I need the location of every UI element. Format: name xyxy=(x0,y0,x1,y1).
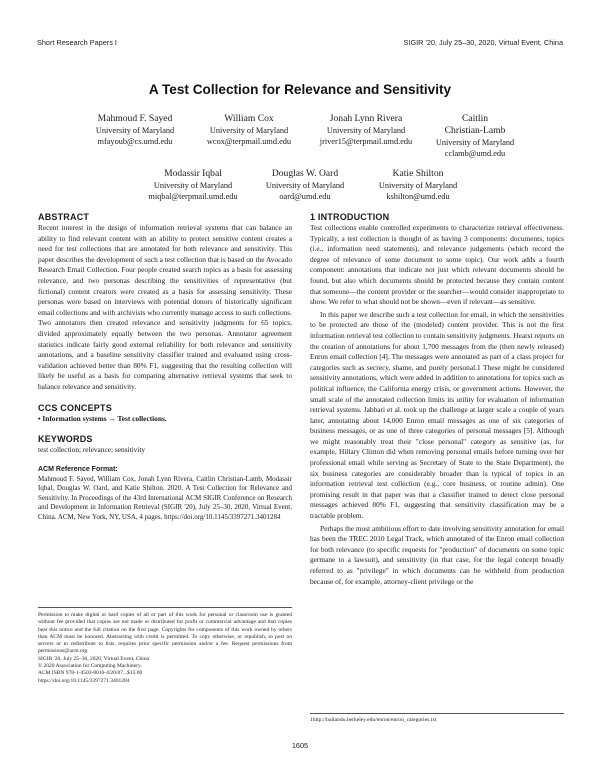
author-block xyxy=(363,168,473,202)
running-header xyxy=(37,38,563,50)
ccs-heading: CCS CONCEPTS xyxy=(38,402,112,413)
author-affiliation: University of Maryland xyxy=(95,126,175,135)
author-block xyxy=(138,168,248,202)
intro-heading: 1 INTRODUCTION xyxy=(310,212,390,222)
author-affiliation: University of Maryland xyxy=(326,126,406,135)
author-block xyxy=(420,113,530,159)
reference-text: Mahmoud F. Sayed, William Cox, Jonah Lynn Rivera, Caitlin Christian-Lamb, Modassir Iqbal, Douglas W. Oard, and Katie Shilton. 2020. A Test Collection for Relevance and Sensitivity. In Proceedings of the 43rd International ACM SIGIR Conference on Research and Development in Information Retrieval (SIGIR '20), July 25–30, 2020, Virtual Event, China. ACM, New York, NY, USA, 4 pages. https://doi.org/10.1145/3397271.3401284 xyxy=(38,474,292,522)
author-email[interactable]: cclamb@umd.edu xyxy=(444,149,506,158)
abstract-heading: ABSTRACT xyxy=(38,212,90,222)
permission-doi[interactable]: https://doi.org/10.1145/3397271.3401284 xyxy=(38,677,130,684)
author-name-line2: Christian-Lamb xyxy=(444,125,506,136)
author-affiliation: University of Maryland xyxy=(209,126,289,135)
permission-isbn: ACM ISBN 978-1-4503-8016-4/20/07...$15.00 xyxy=(38,670,143,677)
author-email[interactable]: jriver15@terpmail.umd.edu xyxy=(319,137,413,146)
permission-venue: SIGIR '20, July 25–30, 2020, Virtual Event, China xyxy=(38,655,150,662)
author-name: Katie Shilton xyxy=(392,168,444,179)
author-block xyxy=(80,113,190,147)
author-name: Mahmoud F. Sayed xyxy=(97,113,173,124)
author-name: Jonah Lynn Rivera xyxy=(329,113,403,124)
page-number: 1605 xyxy=(291,741,309,750)
permission-block xyxy=(38,607,292,685)
intro-paragraph-3: Perhaps the most ambitious effort to date involving sensitivity annotation for email has been the TREC 2010 Legal Track, which annotated of the Enron email collection for both relevance (to specific requests for "production" of documents on some topic germane to a lawsuit), and sensitivity (in that case, for the legal concept broadly referred to as "privilege" in which documents can be withheld from production because of, for example, attorney-client privilege or the xyxy=(310,523,565,586)
permission-text: Permission to make digital or hard copies of all or part of this work for personal or classroom use is granted without fee provided that copies are not made or distributed for profit or commercial advantage and that copies bear this notice and the full citation on the first page. Copyrights for components of this work owned by others than ACM must be honored. Abstracting with credit is permitted. To copy otherwise, or republish, to post on servers or to redistribute to lists, requires prior specific permission and/or a fee. Request permissions from permissions@acm.org. xyxy=(38,612,292,655)
author-email[interactable]: wcox@terpmail.umd.edu xyxy=(206,137,292,146)
paper-title: A Test Collection for Relevance and Sensitivity xyxy=(148,82,452,97)
permission-copyright: © 2020 Association for Computing Machinery. xyxy=(38,663,142,670)
keywords-heading: KEYWORDS xyxy=(38,434,93,445)
author-affiliation: University of Maryland xyxy=(435,138,515,147)
author-email[interactable]: mfayoub@cs.umd.edu xyxy=(97,137,173,146)
author-email[interactable]: oard@umd.edu xyxy=(279,192,331,201)
header-venue: SIGIR '20, July 25–30, 2020, Virtual Event, China xyxy=(403,38,563,47)
author-block xyxy=(250,168,360,202)
reference-heading: ACM Reference Format: xyxy=(38,465,118,473)
author-name: Caitlin xyxy=(461,113,489,124)
author-name: Modassir Iqbal xyxy=(164,168,222,179)
ccs-item: • Information systems → Test collections. xyxy=(38,413,167,423)
author-affiliation: University of Maryland xyxy=(378,181,458,190)
author-email[interactable]: miqbal@terpmail.umd.edu xyxy=(148,192,238,201)
keywords-text: test collection; relevance; sensitivity xyxy=(38,445,146,455)
author-affiliation: University of Maryland xyxy=(153,181,233,190)
right-column xyxy=(310,211,564,587)
abstract-text: Recent interest in the design of information retrieval systems that can balance an ability to find relevant content with an ability to protect sensitive content creates a need for test collections that are annotated for both relevance and sensitivity. This paper describes the development of such a test collection that is based on the Avocado Research Email Collection. Four people created search topics as a basis for assessing relevance, and two personas describing the sensitivities of representative (but fictional) content creators were created as a basis for assessing sensitivity. These personas were based on interviews with potential donors of historically significant email collections and with archivists who currently manage access to such collections. Two annotators then created relevance and sensitivity judgments for 65 topics, divided approximately equally between the two personas. Annotator agreement statistics indicate fairly good external reliability for both relevance and sensitivity annotations, and a baseline sensitivity classifier trained and evaluated using cross-validation achieved better than 80% F1, suggesting that the resulting collection will likely be useful as a basis for comparing alternative retrieval systems that seek to balance relevance and sensitivity. xyxy=(38,223,292,391)
author-block xyxy=(194,113,304,147)
header-section: Short Research Papers I xyxy=(37,38,117,47)
author-affiliation: University of Maryland xyxy=(265,181,345,190)
intro-paragraph-2: In this paper we describe such a test collection for email, in which the sensitivities to be protected are those of the (modeled) content provider. This is not the first information retrieval test collection to contain sensitivity judgments. Hearst reports on the creation of annotations for about 1,700 messages from the (then newly released) Enron email collection [4]. The messages were annotated as part of a class project for categories such as secrecy, shame, and purely personal.1 These might be considered sensitivity annotations, which were added in addition to annotations for topics such as political influence, the California energy crisis, or government actions. However, the small scale of the annotated collection limits its utility for evaluation of information retrieval systems. Jabbari et al. took up the challenge at larger scale a couple of years later, annotating about 14,000 Enron email messages as one of six categories of business messages, or as one of three categories of personal messages [5]. Although we might reasonably treat their "close personal" category as sensitive (as, for example, Hillary Clinton did when removing personal emails before turning over her professional email while serving as Secretary of State to the State Department), the six business categories are considerably broader than is typical of topics in an information retrieval test collection (e.g., core business, or routine admin). One promising result in that paper was that a classifier trained to detect close personal messages achieved 80% F1, suggesting that sensitivity classification may be a tractable problem. xyxy=(310,309,564,521)
left-column xyxy=(38,211,292,523)
author-name: William Cox xyxy=(224,113,274,124)
author-block xyxy=(306,113,426,147)
author-email[interactable]: kshilton@umd.edu xyxy=(386,192,450,201)
intro-paragraph-1: Test collections enable controlled experiments to characterize retrieval effectiveness. Typically, a test collection is thought of as having 3 components: documents, topics (i.e., information need statements), and relevance judgements (which record the degree of relevance of some document to some topic). Our work adds a fourth component: annotations that indicate not just which relevant documents should be found, but also which documents should be protected because they contain content that someone—the content provider or the searcher—would consider inappropriate to show. We refer to what should not be shown—even if relevant—as sensitive. xyxy=(310,223,564,307)
footnote[interactable]: 1http://bailando.berkeley.edu/enron/enron_categories.txt xyxy=(310,713,564,724)
author-name: Douglas W. Oard xyxy=(271,168,339,179)
